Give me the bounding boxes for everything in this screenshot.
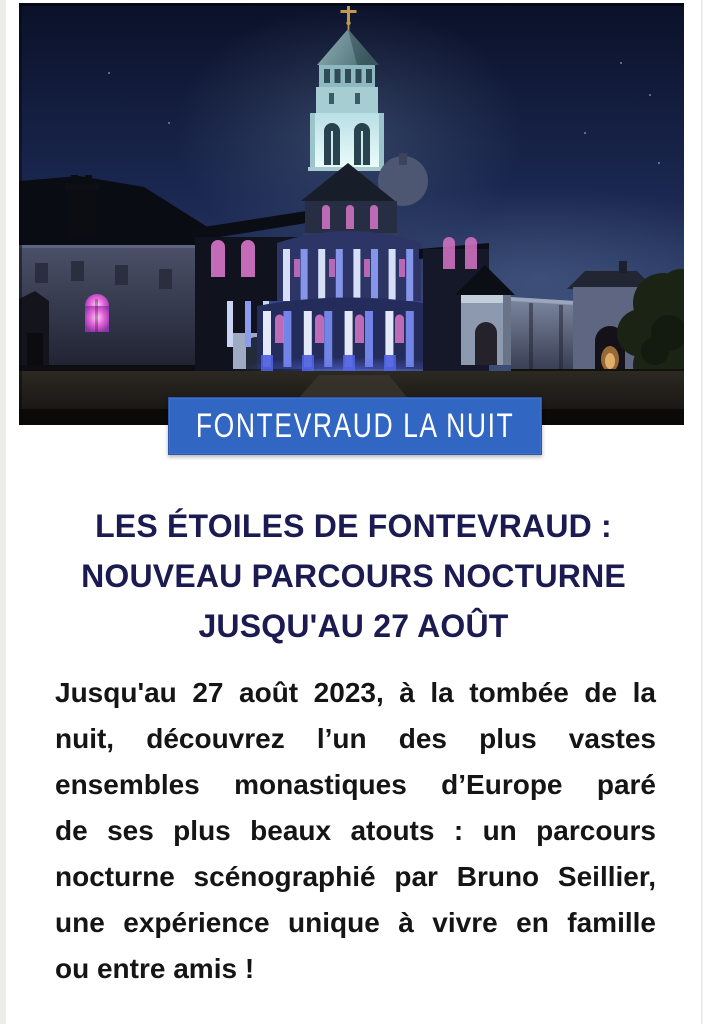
fontevraud-la-nuit-badge[interactable] bbox=[168, 397, 542, 455]
paragraph-line: ensembles monastiques d’Europe paré bbox=[55, 769, 656, 800]
hero-photo bbox=[19, 3, 684, 425]
heading-line: JUSQU'AU 27 AOÛT bbox=[198, 608, 509, 644]
paragraph-line: Jusqu'au 27 août 2023, à la tombée de la bbox=[55, 677, 656, 708]
body-paragraph bbox=[55, 670, 656, 992]
paragraph-line: une expérience unique à vivre en famille bbox=[55, 907, 656, 938]
heading-line: NOUVEAU PARCOURS NOCTURNE bbox=[81, 558, 626, 594]
content-card bbox=[6, 0, 701, 1024]
paragraph-line: nuit, découvrez l’un des plus vastes bbox=[55, 723, 656, 754]
badge-label: FONTEVRAUD LA NUIT bbox=[195, 406, 515, 445]
magenta-window bbox=[85, 294, 109, 332]
heading-line: LES ÉTOILES DE FONTEVRAUD : bbox=[95, 508, 612, 544]
abbey-night-scene bbox=[19, 3, 684, 425]
paragraph-line: de ses plus beaux atouts : un parcours bbox=[55, 815, 656, 846]
paragraph-line: ou entre amis ! bbox=[55, 953, 255, 984]
article-heading bbox=[6, 501, 701, 651]
paragraph-line: nocturne scénographié par Bruno Seillier, bbox=[55, 861, 656, 892]
